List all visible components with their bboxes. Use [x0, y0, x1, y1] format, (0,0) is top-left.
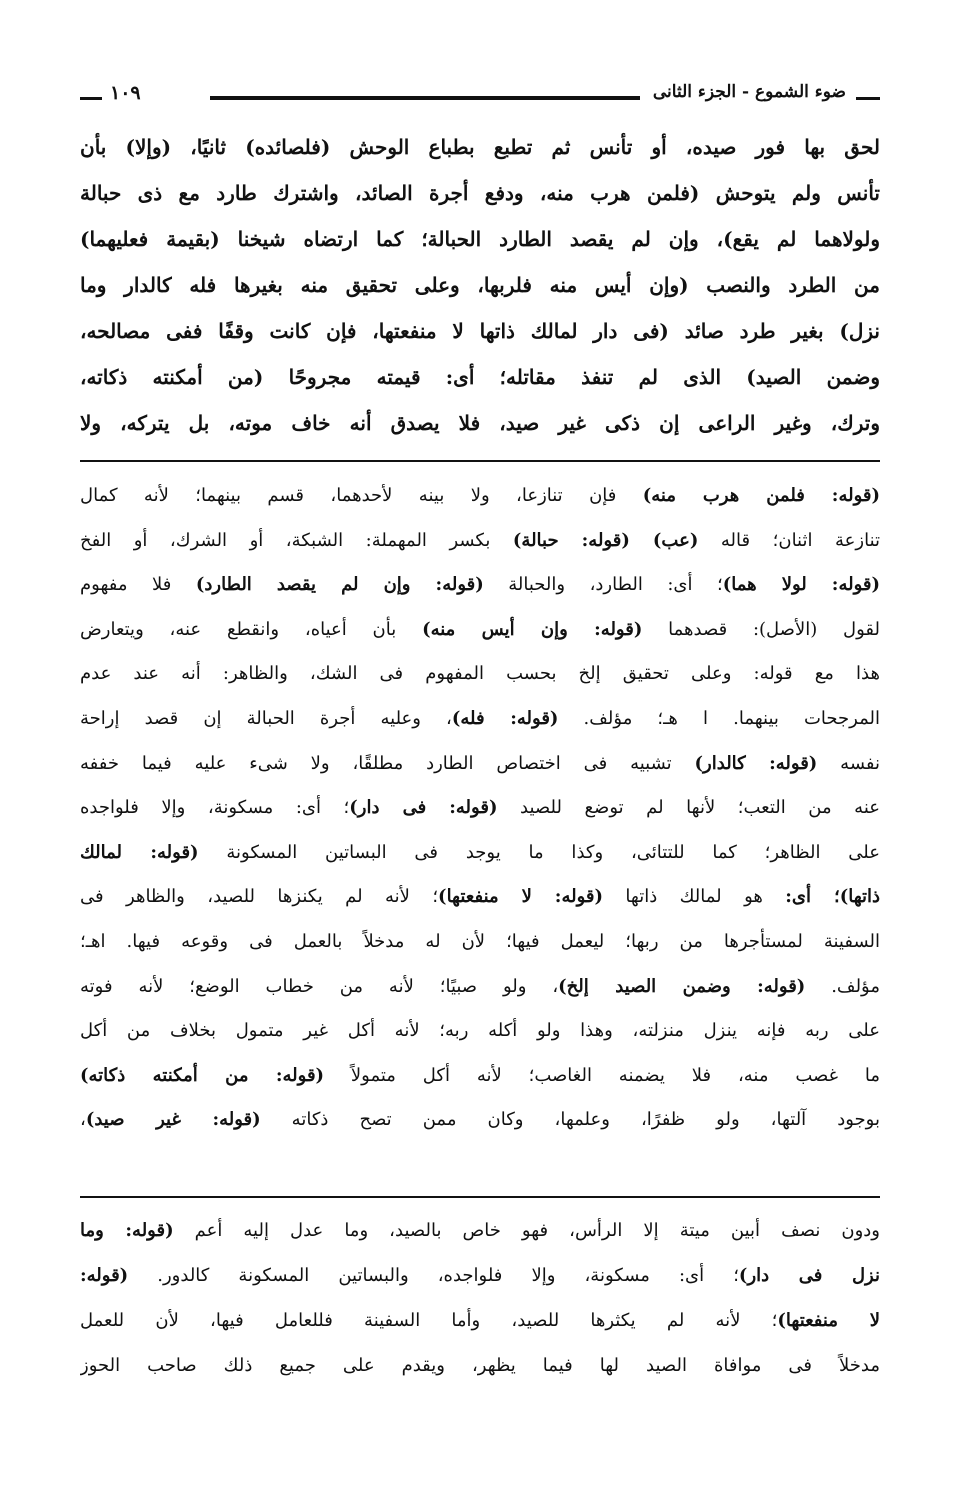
citation-segment: ذاتها)؛ أى:	[785, 886, 880, 908]
citation-segment: (عب) (قوله: حبالة)	[512, 529, 699, 551]
citation-segment: (قوله: لا منفعتها)	[438, 886, 604, 908]
text-segment: مدخلاً فى موافاة الصيد لها فيما يظهر، ويقدم على جميع ذلك صاحب الحوز	[80, 1355, 880, 1376]
citation-segment: (قوله: كالدار)	[694, 752, 818, 774]
text-segment: على الظاهر؛ كما للتتائى، وكذا ما يوجد فى البساتين المسكونة	[198, 841, 880, 863]
citation-segment: (قوله: فى دار)	[349, 797, 498, 819]
header-title: ضوء الشموع - الجزء الثانى	[652, 82, 846, 102]
text-segment: على ربه فإنه ينزل منزلته، وهذا ولو أكله ربه؛ لأنه أكل غير متمول بخلاف من أكل	[80, 1020, 880, 1042]
text-segment: المرجحات بينهما. ا هـ؛ مؤلف.	[558, 707, 880, 729]
running-header	[80, 80, 880, 114]
main-commentary-divider	[80, 460, 880, 462]
header-rule	[210, 96, 640, 100]
citation-segment: (قوله: فله)	[451, 707, 559, 729]
text-segment: تنازعة اثنان؛ قاله	[698, 529, 880, 551]
main-text-line: نزل) بغير طرد صائد (فى دار لمالك ذاتها لا منفعتها، فإن كانت وقفًا ففى مصالحه،	[80, 319, 880, 343]
main-text-line: من الطرد والنصب (وإن أيس منه فلربها، وعلى تحقيق منه بغيرها فله كالدار وما	[80, 273, 880, 297]
citation-segment: (قوله: فلمن هرب منه)	[642, 485, 880, 506]
citation-segment: (قوله: من أمكنته ذكاته)	[80, 1064, 325, 1086]
text-segment: بوجود آلتها، ولو ظفرًا، وعلمها، وكان ممن تصح ذكاته	[260, 1109, 880, 1131]
text-segment: بأن أعياه، وانقطع عنه، ويتعارض	[80, 618, 423, 640]
commentary-line	[80, 697, 880, 742]
main-text-line: لحق بها فور صيده، أو تأنس ثم تطبع بطباع الوحش (فلصائده) ثانيًا، (وإلا) بأن	[80, 135, 880, 159]
text-segment: ؛ لأنه لم يكثرها للصيد، وأما السفينة فللعامل فيها، لأن للعمل	[80, 1310, 778, 1331]
commentary-line	[80, 1054, 880, 1099]
citation-segment: نزل فى دار)	[738, 1265, 880, 1286]
citation-segment: (قوله: لولا هما)	[722, 574, 880, 596]
commentary-line	[80, 920, 880, 965]
commentary-line	[80, 1009, 880, 1054]
footnote-line	[80, 1298, 880, 1343]
commentary-line	[80, 1098, 880, 1143]
text-segment: بكسر المهملة: الشبكة، أو الشرك، أو الفخ	[80, 529, 513, 551]
commentary-line	[80, 875, 880, 920]
citation-segment: (قوله: وما	[80, 1220, 174, 1241]
citation-segment: لا منفعتها)	[777, 1310, 880, 1331]
text-segment: فلا مفهوم	[80, 574, 196, 596]
citation-segment: (قوله: وإن أيس منه)	[422, 618, 643, 640]
citation-segment: (قوله: وإن لم يقصد الطارد)	[195, 574, 484, 596]
text-segment: ودون نصف أبين ميتة إلا الرأس، فهو خاص بالصيد، وما عدل إليه أعم	[173, 1220, 880, 1241]
commentary-line	[80, 563, 880, 608]
text-segment: ما غصب منه، فلا يضمنه الغاصب؛ لأنه أكل متمولاً	[324, 1064, 880, 1086]
header-dash-left	[80, 97, 102, 100]
text-segment: مؤلف.	[805, 975, 880, 997]
text-segment: لقول (الأصل): قصدهما	[642, 618, 880, 640]
citation-segment: (قوله: لمالك	[80, 841, 199, 863]
footnote-line	[80, 1343, 880, 1388]
commentary-block	[80, 474, 880, 1143]
main-text-line: ولولاهما لم يقع)، وإن لم يقصد الطارد الحبالة؛ كما ارتضاه شيخنا (بقيمة فعليهما)	[80, 227, 880, 251]
citation-segment: (قوله: غير صيد)	[85, 1109, 261, 1131]
main-text-line: وترك، وغير الراعى إن ذكى غير صيد، فلا يصدق أنه خاف موته، بل يتركه، ولا	[80, 411, 880, 435]
commentary-line	[80, 786, 880, 831]
text-segment: هذا مع قوله: وعلى تحقيق إلخ بحسب المفهوم فى الشك، والظاهر: أنه عند عدم	[80, 663, 880, 685]
text-segment: هو لمالك ذاتها	[603, 886, 786, 908]
footnote-block	[80, 1208, 880, 1388]
commentary-line	[80, 519, 880, 564]
text-segment: ؛ أى: مسكونة، وإلا فلواجده	[80, 797, 350, 819]
footnote-line	[80, 1208, 880, 1253]
text-segment: السفينة لمستأجرها من ربها؛ ليعمل فيها؛ لأن له مدخلاً بالعمل فى وقوعه فيها. اهـ؛	[80, 930, 880, 952]
commentary-line	[80, 742, 880, 787]
text-segment: ؛ أى: الطارد، والحبالة	[483, 574, 723, 596]
commentary-line	[80, 652, 880, 697]
commentary-line	[80, 965, 880, 1010]
page-number: ١٠٩	[110, 82, 141, 104]
header-dash-right	[856, 97, 880, 100]
footnote-line	[80, 1253, 880, 1298]
text-segment: عنه من التعب؛ لأنها لم توضع للصيد	[497, 797, 880, 819]
footnote-divider	[80, 1196, 880, 1198]
text-segment: ، ولو صبيًا؛ لأنه من خطاب الوضع؛ لأنه فوته	[80, 975, 559, 997]
commentary-line	[80, 474, 880, 519]
citation-segment: (قوله:	[80, 1265, 129, 1286]
text-segment: ، وعليه أجرة الحبالة إن قصد إراحة	[80, 707, 452, 729]
citation-segment: (قوله: وضمن الصيد إلخ)	[558, 975, 806, 997]
commentary-line	[80, 608, 880, 653]
text-segment: فإن تنازعا، ولا بينه لأحدهما، قسم بينهما؛ لأنه كمال	[80, 485, 643, 506]
text-segment: نفسه	[817, 752, 880, 774]
main-text	[80, 124, 880, 446]
commentary-line	[80, 831, 880, 876]
text-segment: ،	[80, 1109, 86, 1131]
main-text-line: وضمن الصيد) الذى لم تنفذ مقاتله؛ أى: قيمته مجروحًا (من أمكنته ذكاته،	[80, 365, 880, 389]
text-segment: ؛ أى: مسكونة، وإلا فلواجده، والبساتين المسكونة كالدور.	[128, 1265, 739, 1286]
main-text-line: تأنس ولم يتوحش (فلمن هرب منه، ودفع أجرة الصائد، واشترك طارد مع ذى حبالة	[80, 181, 880, 205]
text-segment: ؛ لأنه لم يكنزها للصيد، والظاهر فى	[80, 886, 439, 908]
text-segment: تشبيه فى اختصاص الطارد مطلقًا، ولا شىء عليه فيما خففه	[80, 752, 695, 774]
